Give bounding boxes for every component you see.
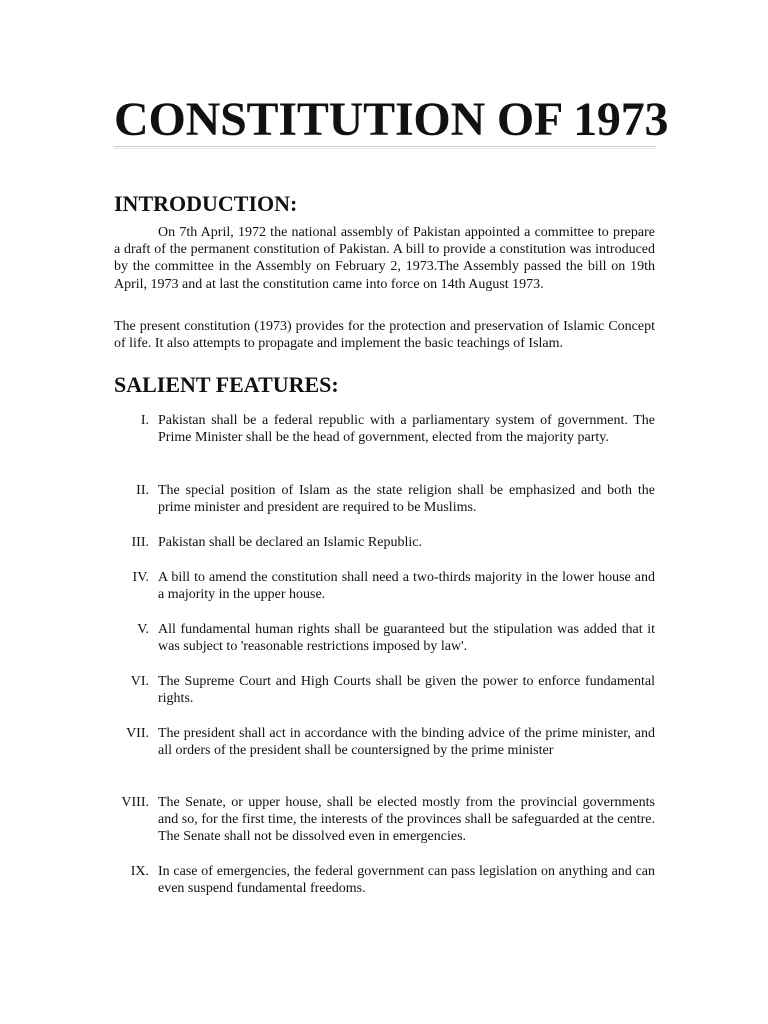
list-item-number: V. bbox=[137, 622, 149, 637]
list-item-text: Pakistan shall be declared an Islamic Republic. bbox=[158, 535, 422, 550]
introduction-heading: INTRODUCTION: bbox=[114, 191, 298, 216]
list-item-number: I. bbox=[140, 413, 149, 428]
list-item-number: VII. bbox=[126, 726, 149, 741]
list-item-number: IV. bbox=[132, 570, 149, 585]
list-item-text: All fundamental human rights shall be guaranteed but the stipulation was added that it was subject to 'reasonable restrictions imposed by law'. bbox=[158, 622, 655, 655]
list-item-text: The special position of Islam as the state religion shall be emphasized and both the prime minister and president are required to be Muslims. bbox=[158, 483, 655, 516]
list-item-text: In case of emergencies, the federal government can pass legislation on anything and can even suspend fundamental freedoms. bbox=[158, 864, 655, 897]
list-item-text: A bill to amend the constitution shall need a two-thirds majority in the lower house and a majority in the upper house. bbox=[158, 570, 655, 603]
list-item-text: Pakistan shall be a federal republic with a parliamentary system of government. The Prime Minister shall be the head of government, elected from the majority party. bbox=[158, 413, 655, 446]
list-item-text: The Supreme Court and High Courts shall be given the power to enforce fundamental rights. bbox=[158, 674, 655, 707]
introduction-paragraph-2: The present constitution (1973) provides for the protection and preservation of Islamic Concept of life. It also attempts to propagate and implement the basic teachings of Islam. bbox=[114, 319, 655, 352]
document-title: CONSTITUTION OF 1973 bbox=[114, 93, 669, 146]
list-item-number: VI. bbox=[130, 674, 149, 689]
list-item-number: III. bbox=[131, 535, 149, 550]
introduction-paragraph-1: On 7th April, 1972 the national assembly of Pakistan appointed a committee to prepare a draft of the permanent constitution of Pakistan. A bill to provide a constitution was introduced by the committee in the Assembly on February 2, 1973.The Assembly passed the bill on 19th April, 1973 and at last the constitution came into force on 14th August 1973. bbox=[114, 225, 655, 292]
list-item-text: The president shall act in accordance with the binding advice of the prime minister, and all orders of the president shall be countersigned by the prime minister bbox=[158, 726, 655, 759]
list-item-number: IX. bbox=[130, 864, 149, 879]
list-item-text: The Senate, or upper house, shall be elected mostly from the provincial governments and so, for the first time, the interests of the provinces shall be safeguarded at the centre. The Senate shall not be dissolved even in emergencies. bbox=[158, 795, 655, 845]
list-item-number: II. bbox=[136, 483, 149, 498]
list-item-number: VIII. bbox=[121, 795, 149, 810]
title-divider bbox=[114, 146, 656, 149]
salient-features-heading: SALIENT FEATURES: bbox=[114, 372, 339, 397]
